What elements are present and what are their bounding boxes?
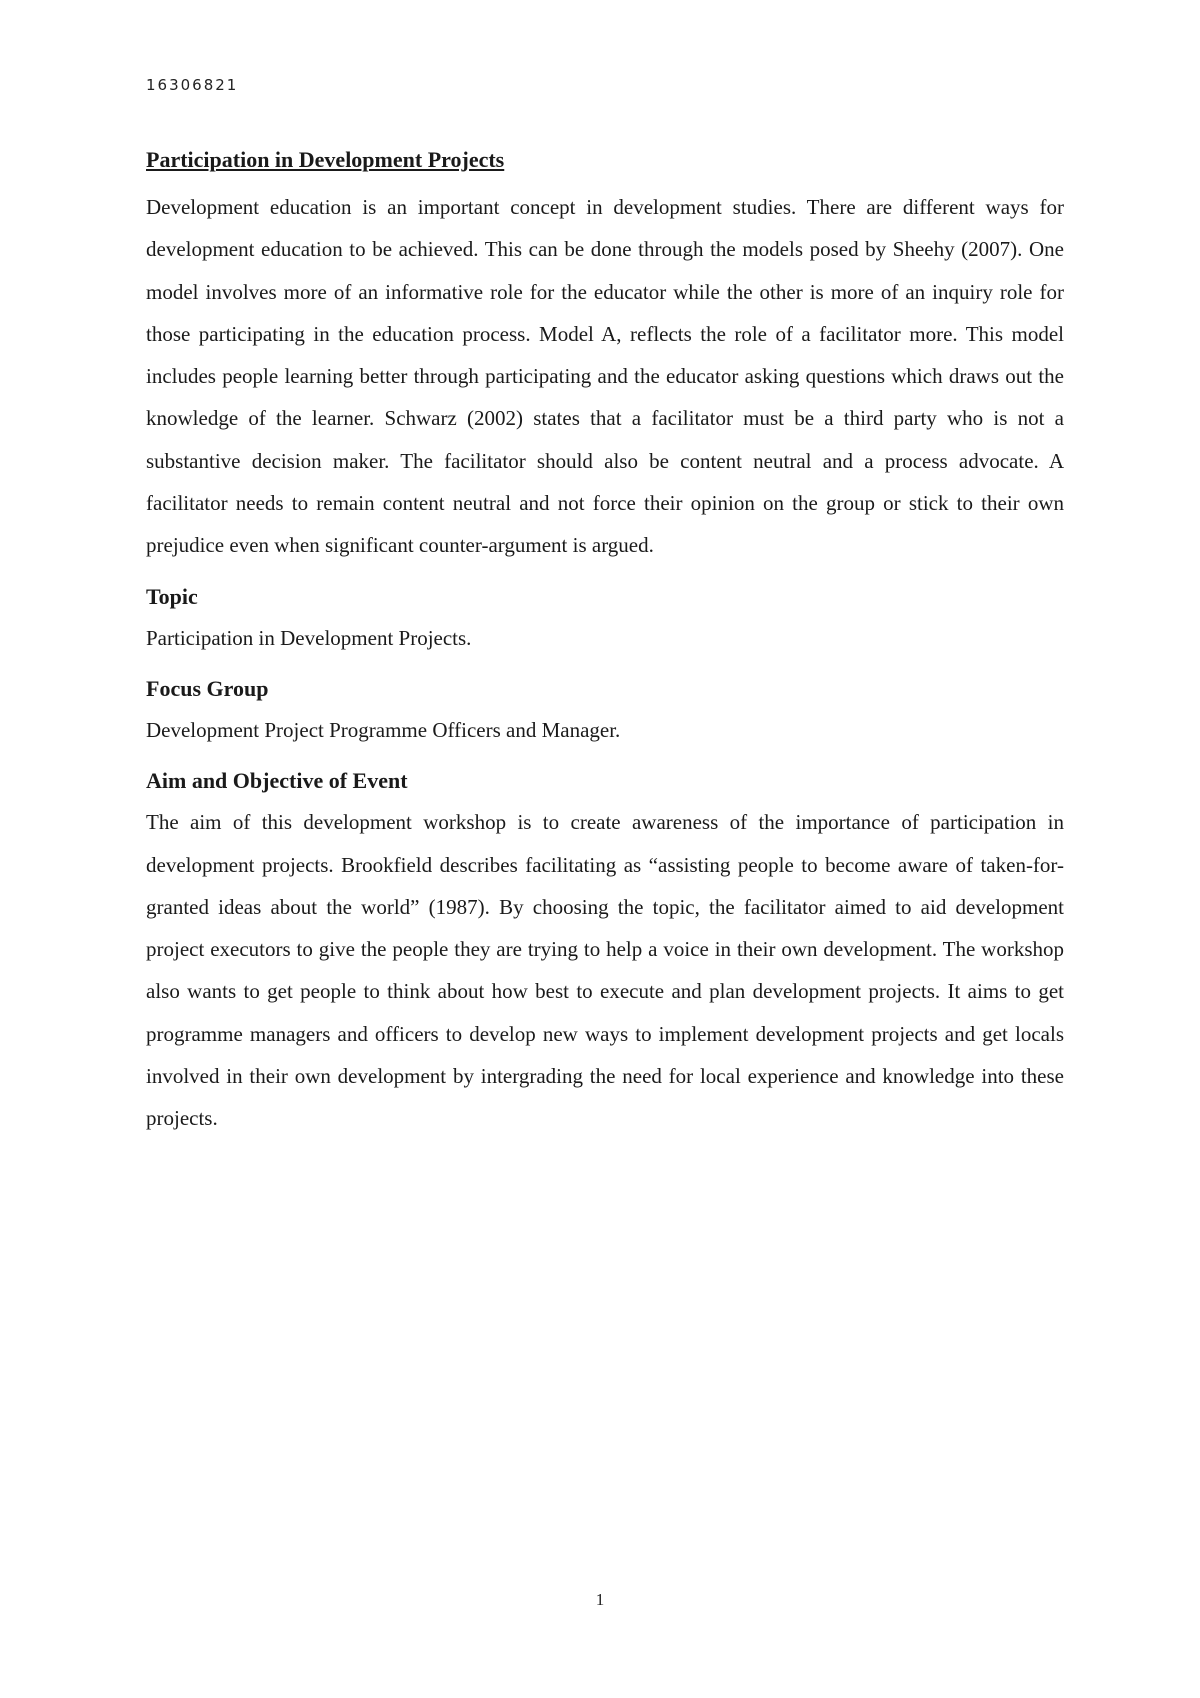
page-number: 1 [595, 1590, 605, 1609]
section-heading-topic: Topic [146, 583, 198, 609]
document-body [146, 142, 1064, 1140]
document-id: 16306821 [146, 76, 239, 94]
section-topic [146, 579, 1064, 659]
section-body-aim-objective: The aim of this development workshop is to create awareness of the importance of participation in development projects. Brookfield describes facilitating as “assisting people to become aware of taken-for-granted ideas about the world” (1987). By choosing the topic, the facilitator aimed to aid development project executors to give the people they are trying to help a voice in their own development. The workshop also wants to get people to think about how best to execute and plan development projects. It aims to get programme managers and officers to develop new ways to implement development projects and get locals involved in their own development by intergrading the need for local experience and knowledge into these projects. [146, 810, 1064, 1131]
section-body-topic: Participation in Development Projects. [146, 625, 472, 650]
section-aim-objective [146, 763, 1064, 1139]
section-body-focus-group: Development Project Programme Officers and Manager. [146, 717, 621, 742]
intro-paragraph: Development education is an important concept in development studies. There are different ways for development education to be achieved. This can be done through the models posed by Sheehy (2007). One model involves more of an informative role for the educator while the other is more of an inquiry role for those participating in the education process. Model A, reflects the role of a facilitator more. This model includes people learning better through participating and the educator asking questions which draws out the knowledge of the learner. Schwarz (2002) states that a facilitator must be a third party who is not a substantive decision maker. The facilitator should also be content neutral and a process advocate. A facilitator needs to remain content neutral and not force their opinion on the group or stick to their own prejudice even when significant counter-argument is argued. [146, 195, 1064, 558]
section-heading-focus-group: Focus Group [146, 675, 269, 701]
section-heading-aim-objective: Aim and Objective of Event [146, 768, 408, 794]
document-title: Participation in Development Projects [146, 147, 505, 172]
section-focus-group [146, 671, 1064, 751]
